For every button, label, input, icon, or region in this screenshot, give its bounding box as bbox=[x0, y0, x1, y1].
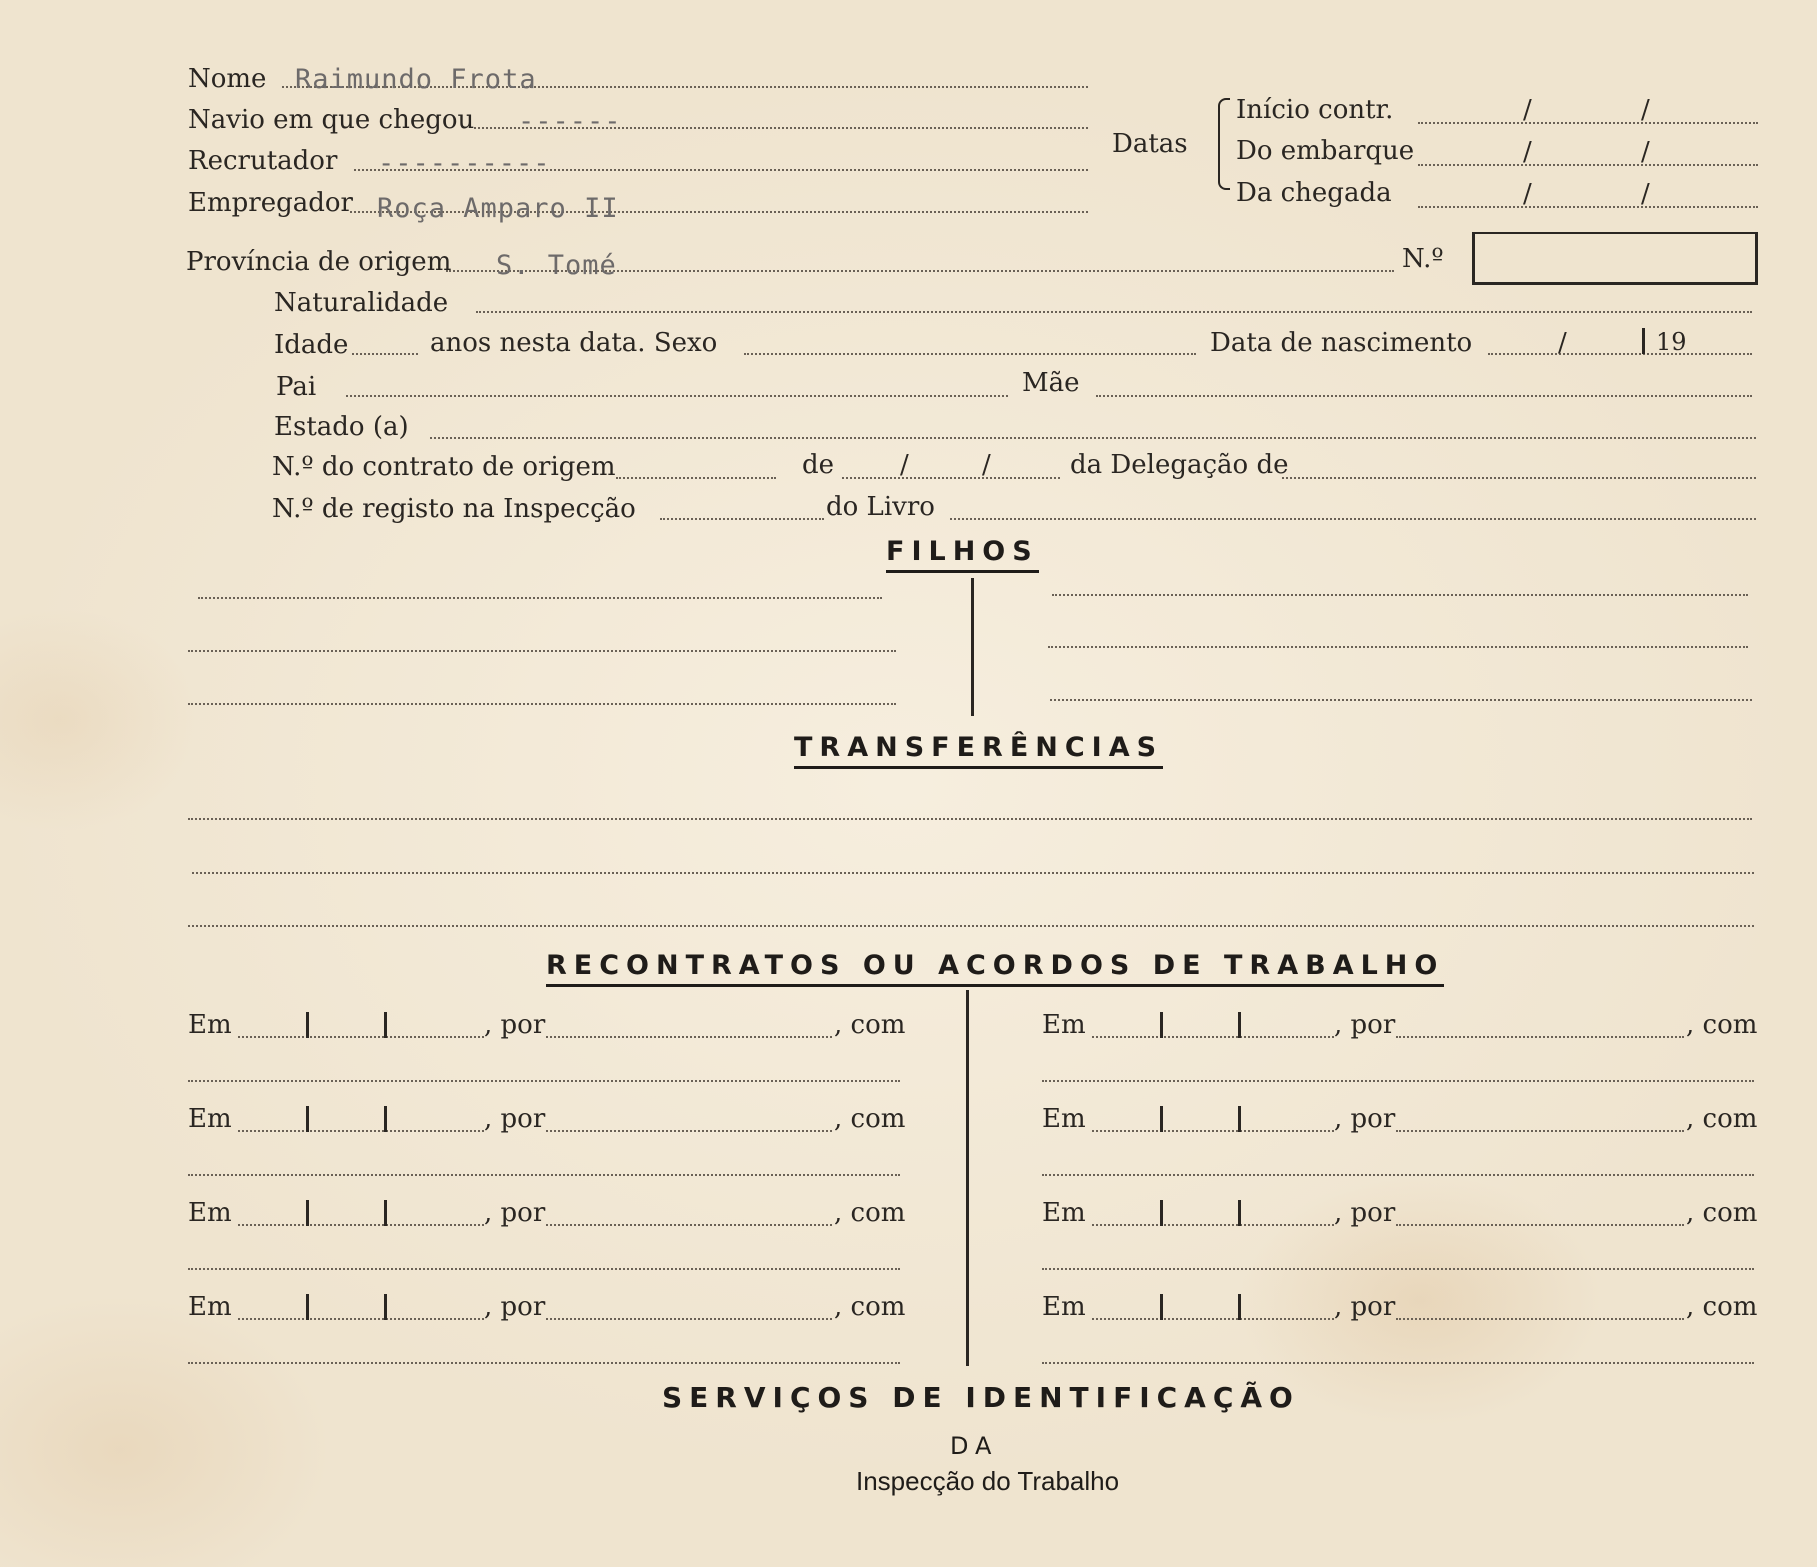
filhos-line bbox=[1048, 646, 1748, 648]
nascimento-year-prefix: 19 bbox=[1656, 328, 1687, 356]
recontrato-date-bar bbox=[1238, 1200, 1241, 1226]
recontrato-por-label: , por bbox=[484, 1104, 546, 1134]
estado-line bbox=[430, 437, 1756, 439]
recontrato-por-line bbox=[546, 1036, 832, 1038]
recontrato-date-line bbox=[238, 1130, 484, 1132]
recontrato-por-label: , por bbox=[484, 1010, 546, 1040]
recontrato-com-line bbox=[188, 1080, 900, 1082]
contrato-slash-2: / bbox=[982, 450, 991, 480]
footer-inspeccao: Inspecção do Trabalho bbox=[856, 1466, 1120, 1496]
empregador-value: Roça Amparo II bbox=[377, 193, 619, 224]
empregador-label: Empregador bbox=[188, 188, 353, 218]
naturalidade-label: Naturalidade bbox=[274, 288, 449, 318]
recontrato-date-bar bbox=[384, 1200, 387, 1226]
recontrato-em-label: Em bbox=[1042, 1198, 1086, 1228]
recontrato-date-bar bbox=[1160, 1012, 1163, 1038]
chegada-line bbox=[1418, 206, 1758, 208]
contrato-line bbox=[616, 477, 776, 479]
recontrato-date-bar bbox=[1238, 1106, 1241, 1132]
recontrato-com-line bbox=[188, 1174, 900, 1176]
footer-title: SERVIÇOS DE IDENTIFICAÇÃO bbox=[662, 1381, 1300, 1414]
recontrato-date-line bbox=[1092, 1036, 1334, 1038]
recontrato-em-label: Em bbox=[188, 1010, 232, 1040]
transferencias-line bbox=[188, 818, 1752, 820]
recontratos-divider bbox=[966, 990, 969, 1366]
recontrato-date-bar bbox=[306, 1106, 309, 1132]
mae-label: Mãe bbox=[1022, 368, 1080, 398]
recontrato-por-label: , por bbox=[1334, 1198, 1396, 1228]
filhos-line bbox=[188, 650, 896, 652]
embarque-line bbox=[1418, 164, 1758, 166]
recontrato-date-line bbox=[238, 1318, 484, 1320]
inicio-slash-2: / bbox=[1641, 95, 1650, 125]
recontrato-date-line bbox=[238, 1224, 484, 1226]
recontrato-date-line bbox=[1092, 1318, 1334, 1320]
recontrato-date-bar bbox=[1160, 1200, 1163, 1226]
recontrato-date-bar bbox=[306, 1294, 309, 1320]
recontrato-por-line bbox=[1396, 1130, 1684, 1132]
recontrato-date-bar bbox=[306, 1200, 309, 1226]
recontrato-com-label: , com bbox=[1686, 1010, 1758, 1040]
contrato-date-line bbox=[842, 477, 1060, 479]
recontrato-com-label: , com bbox=[834, 1198, 906, 1228]
inicio-slash-1: / bbox=[1523, 95, 1532, 125]
numero-label: N.º bbox=[1402, 244, 1444, 274]
recontrato-date-bar bbox=[384, 1106, 387, 1132]
nascimento-line bbox=[1488, 353, 1752, 355]
naturalidade-line bbox=[476, 311, 1752, 313]
nome-value: Raimundo Frota bbox=[295, 64, 537, 95]
recontrato-por-label: , por bbox=[484, 1198, 546, 1228]
recontrato-com-line bbox=[188, 1362, 900, 1364]
navio-value: ------ bbox=[518, 106, 622, 137]
filhos-line bbox=[1052, 594, 1748, 596]
filhos-line bbox=[1050, 699, 1752, 701]
recontrato-por-label: , por bbox=[484, 1292, 546, 1322]
filhos-divider bbox=[971, 578, 974, 716]
filhos-line bbox=[188, 703, 896, 705]
inicio-line bbox=[1418, 122, 1758, 124]
navio-label: Navio em que chegou bbox=[188, 105, 475, 135]
recontrato-com-line bbox=[1042, 1080, 1754, 1082]
recontrato-por-line bbox=[546, 1224, 832, 1226]
recontrato-date-bar bbox=[1238, 1012, 1241, 1038]
contrato-de-label: de bbox=[802, 450, 835, 480]
recontrato-com-label: , com bbox=[834, 1010, 906, 1040]
recontrato-date-line bbox=[1092, 1130, 1334, 1132]
nascimento-slash: / bbox=[1558, 328, 1567, 358]
recontrato-em-label: Em bbox=[188, 1198, 232, 1228]
provincia-label: Província de origem bbox=[186, 247, 452, 277]
recontrato-por-line bbox=[1396, 1036, 1684, 1038]
embarque-label: Do embarque bbox=[1236, 136, 1415, 166]
filhos-line bbox=[198, 597, 882, 599]
recontrato-date-line bbox=[1092, 1224, 1334, 1226]
recontrato-date-bar bbox=[384, 1012, 387, 1038]
recontrato-com-label: , com bbox=[1686, 1292, 1758, 1322]
registo-line bbox=[660, 518, 824, 520]
recontrato-date-bar bbox=[1238, 1294, 1241, 1320]
recontrato-com-line bbox=[188, 1268, 900, 1270]
numero-box bbox=[1472, 232, 1758, 285]
embarque-slash-2: / bbox=[1641, 137, 1650, 167]
embarque-slash-1: / bbox=[1523, 137, 1532, 167]
transferencias-heading: TRANSFERÊNCIAS bbox=[794, 734, 1163, 769]
recontrato-por-line bbox=[546, 1130, 832, 1132]
pai-line bbox=[346, 395, 1008, 397]
nascimento-bar bbox=[1642, 328, 1645, 354]
transferencias-line bbox=[188, 925, 1754, 927]
contrato-label: N.º do contrato de origem bbox=[272, 452, 616, 482]
delegacao-line bbox=[1282, 477, 1756, 479]
recontrato-em-label: Em bbox=[1042, 1292, 1086, 1322]
delegacao-label: da Delegação de bbox=[1070, 450, 1289, 480]
filhos-heading: FILHOS bbox=[886, 538, 1039, 573]
chegada-label: Da chegada bbox=[1236, 178, 1392, 208]
recontrato-com-label: , com bbox=[834, 1292, 906, 1322]
recontrato-por-label: , por bbox=[1334, 1292, 1396, 1322]
recontrato-em-label: Em bbox=[1042, 1010, 1086, 1040]
recontrato-com-line bbox=[1042, 1174, 1754, 1176]
recontrato-com-line bbox=[1042, 1362, 1754, 1364]
recontrato-por-label: , por bbox=[1334, 1010, 1396, 1040]
recontrato-com-label: , com bbox=[1686, 1104, 1758, 1134]
recontrato-em-label: Em bbox=[188, 1104, 232, 1134]
recontrato-date-bar bbox=[1160, 1106, 1163, 1132]
provincia-value: S. Tomé bbox=[496, 250, 617, 281]
estado-label: Estado (a) bbox=[274, 412, 409, 442]
livro-label: do Livro bbox=[826, 492, 935, 522]
sexo-line bbox=[744, 353, 1196, 355]
nome-label: Nome bbox=[188, 64, 267, 94]
recontrato-em-label: Em bbox=[188, 1292, 232, 1322]
datas-label: Datas bbox=[1112, 129, 1188, 159]
chegada-slash-1: / bbox=[1523, 179, 1532, 209]
inicio-label: Início contr. bbox=[1236, 95, 1394, 125]
recontrato-date-bar bbox=[384, 1294, 387, 1320]
recontrato-date-bar bbox=[1160, 1294, 1163, 1320]
pai-label: Pai bbox=[276, 372, 317, 402]
recrutador-value: ---------- bbox=[378, 148, 551, 179]
recontrato-por-line bbox=[1396, 1224, 1684, 1226]
footer-da: DA bbox=[950, 1432, 999, 1460]
livro-line bbox=[950, 518, 1756, 520]
recontrato-com-label: , com bbox=[834, 1104, 906, 1134]
recontrato-date-bar bbox=[306, 1012, 309, 1038]
recrutador-label: Recrutador bbox=[188, 146, 338, 176]
mae-line bbox=[1096, 395, 1752, 397]
datas-brace bbox=[1218, 98, 1230, 190]
recontrato-date-line bbox=[238, 1036, 484, 1038]
recontrato-por-line bbox=[1396, 1318, 1684, 1320]
recontrato-por-label: , por bbox=[1334, 1104, 1396, 1134]
contrato-slash-1: / bbox=[900, 450, 909, 480]
recontrato-por-line bbox=[546, 1318, 832, 1320]
recontrato-com-label: , com bbox=[1686, 1198, 1758, 1228]
anos-sexo-label: anos nesta data. Sexo bbox=[430, 328, 718, 358]
transferencias-line bbox=[192, 872, 1754, 874]
idade-line bbox=[352, 353, 418, 355]
registo-label: N.º de registo na Inspecção bbox=[272, 494, 636, 524]
recontrato-em-label: Em bbox=[1042, 1104, 1086, 1134]
idade-label: Idade bbox=[274, 330, 349, 360]
chegada-slash-2: / bbox=[1641, 179, 1650, 209]
recontratos-heading: RECONTRATOS OU ACORDOS DE TRABALHO bbox=[546, 952, 1444, 987]
recontrato-com-line bbox=[1042, 1268, 1754, 1270]
nascimento-label: Data de nascimento bbox=[1210, 328, 1473, 358]
